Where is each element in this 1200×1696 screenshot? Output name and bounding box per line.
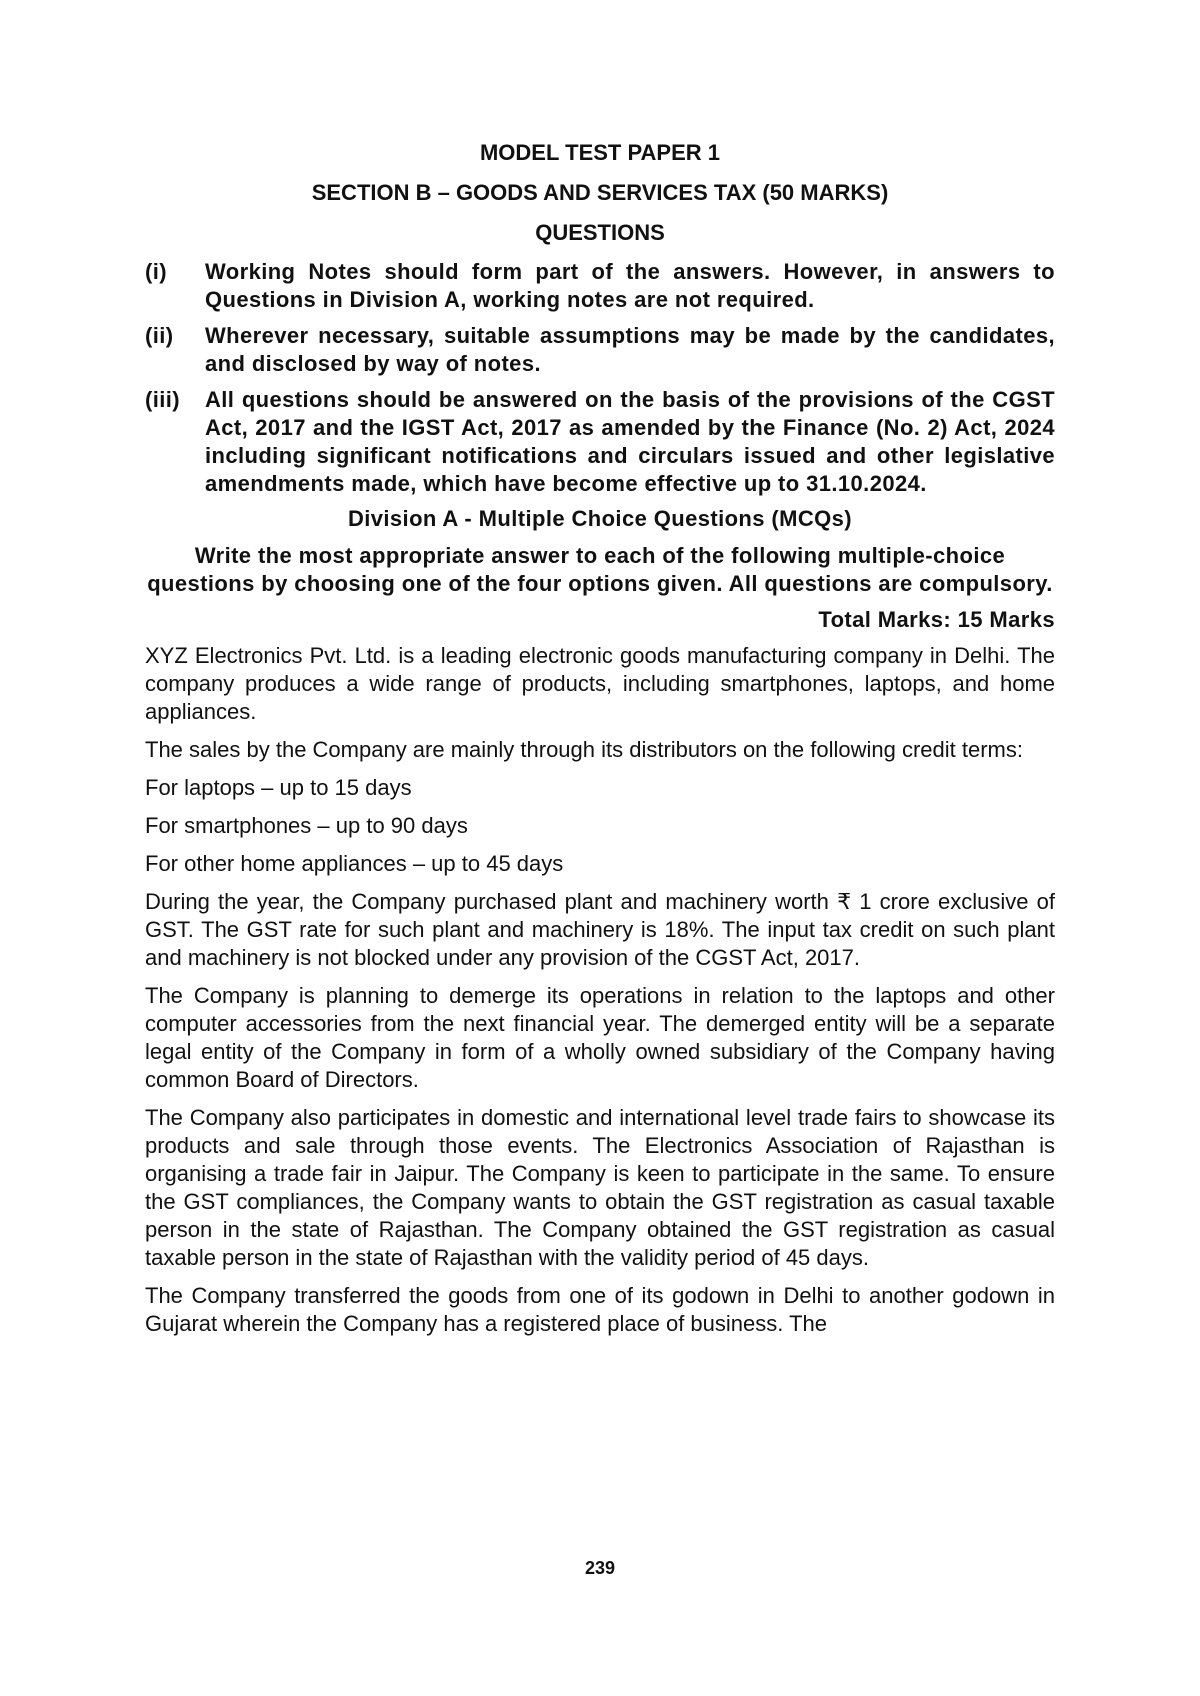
case-paragraph: The Company also participates in domestic and international level trade fairs to showcase its products and sale through those events. The Electronics Association of Rajasthan is organising a trade fair in Jaipur. The Company is keen to participate in the same. To ensure the GST compliances, the Company wants to obtain the GST registration as casual taxable person in the state of Rajasthan. The Company obtained the GST registration as casual taxable person in the state of Rajasthan with the validity period of 45 days. [145,1105,1055,1270]
division-instruction: Write the most appropriate answer to each of the following multiple-choice questions by choosing one of the four options given. All questions are compulsory. [147,543,1053,596]
total-marks: Total Marks: 15 Marks [818,607,1055,632]
instruction-text: All questions should be answered on the basis of the provisions of the CGST Act, 2017 and the IGST Act, 2017 as amended by the Finance (No. 2) Act, 2024 including significant notifications and circulars issued and other legislative amendments made, which have become effective up to 31.10.2024. [205,387,1055,496]
instructions-list [145,258,1055,498]
instruction-text: Working Notes should form part of the answers. However, in answers to Questions in Division A, working notes are not required. [205,259,1055,312]
division-heading: Division A - Multiple Choice Questions (MCQs) [347,506,853,531]
instruction-item [145,258,1055,314]
instruction-text: Wherever necessary, suitable assumptions may be made by the candidates, and disclosed by way of notes. [205,323,1055,376]
case-paragraph: XYZ Electronics Pvt. Ltd. is a leading electronic goods manufacturing company in Delhi. The company produces a wide range of products, including smartphones, laptops, and home appliances. [145,643,1055,724]
case-paragraph: The sales by the Company are mainly through its distributors on the following credit terms: [145,737,1023,762]
document-page [145,140,1055,1348]
section-title: SECTION B – GOODS AND SERVICES TAX (50 MARKS) [311,180,889,205]
credit-term-item: For laptops – up to 15 days [145,775,412,800]
instruction-number: (ii) [145,323,174,348]
credit-term-item: For other home appliances – up to 45 days [145,851,564,876]
page-number: 239 [584,1558,616,1578]
case-paragraph: During the year, the Company purchased plant and machinery worth ₹ 1 crore exclusive of GST. The GST rate for such plant and machinery is 18%. The input tax credit on such plant and machinery is not blocked under any provision of the CGST Act, 2017. [145,889,1055,970]
credit-term-item: For smartphones – up to 90 days [145,813,468,838]
questions-label: QUESTIONS [535,220,665,245]
instruction-number: (i) [145,259,167,284]
instruction-number: (iii) [145,387,180,412]
paper-title: MODEL TEST PAPER 1 [479,140,720,165]
case-paragraph: The Company is planning to demerge its operations in relation to the laptops and other computer accessories from the next financial year. The demerged entity will be a separate legal entity of the Company in form of a wholly owned subsidiary of the Company having common Board of Directors. [145,983,1055,1092]
instruction-item [145,322,1055,378]
instruction-item [145,386,1055,498]
case-paragraph: The Company transferred the goods from one of its godown in Delhi to another godown in Gujarat wherein the Company has a registered place of business. The [145,1283,1055,1336]
